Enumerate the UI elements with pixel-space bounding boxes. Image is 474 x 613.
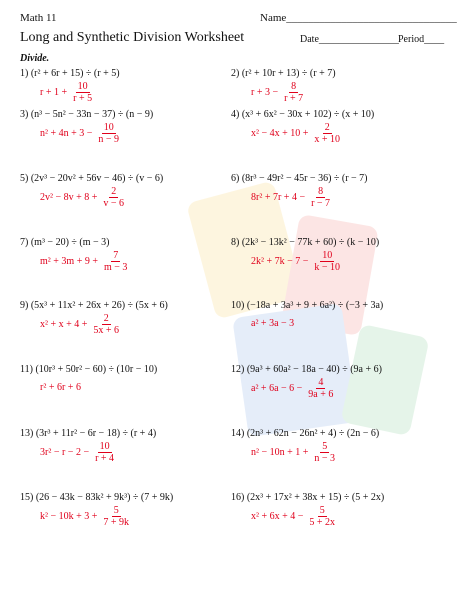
problem-item — [20, 364, 240, 420]
problem-answer — [40, 313, 121, 336]
fraction-denominator: 7 + 9k — [103, 517, 130, 528]
problem-answer — [40, 122, 121, 145]
fraction-denominator: 9a + 6 — [308, 389, 334, 400]
answer-quotient: r + 1 + — [40, 87, 68, 98]
fraction-numerator: 10 — [99, 441, 110, 452]
fraction-numerator: 2 — [111, 186, 117, 197]
fraction-numerator: 7 — [113, 250, 119, 261]
answer-remainder-fraction — [101, 505, 131, 528]
answer-remainder-fraction — [282, 81, 305, 104]
answer-quotient: n² − 10n + 1 + — [251, 447, 309, 458]
answer-remainder-fraction — [312, 122, 342, 145]
problem-question: 4) (x³ + 6x² − 30x + 102) ÷ (x + 10) — [231, 109, 375, 120]
problem-question: 2) (r² + 10r + 13) ÷ (r + 7) — [231, 68, 336, 79]
problem-answer — [251, 122, 342, 145]
fraction-numerator: 2 — [324, 122, 330, 133]
problem-question: 10) (−18a + 3a³ + 9 + 6a²) ÷ (−3 + 3a) — [231, 300, 384, 311]
problem-item — [20, 428, 240, 484]
fraction-denominator: 5x + 6 — [93, 325, 120, 336]
problem-item — [231, 109, 451, 165]
fraction-denominator: r + 7 — [284, 93, 304, 104]
answer-quotient: n² + 4n + 3 − — [40, 128, 93, 139]
problem-question: 8) (2k³ − 13k² − 77k + 60) ÷ (k − 10) — [231, 237, 380, 248]
problem-answer — [40, 186, 126, 209]
answer-remainder-fraction — [101, 186, 126, 209]
fraction-numerator: 5 — [113, 505, 119, 516]
fraction-numerator: 10 — [77, 81, 88, 92]
answer-quotient: 3r² − r − 2 − — [40, 447, 90, 458]
fraction-denominator: r + 4 — [95, 453, 115, 464]
fraction-denominator: r + 5 — [73, 93, 93, 104]
answer-quotient: 2k² + 7k − 7 − — [251, 256, 309, 267]
fraction-numerator: 5 — [322, 441, 328, 452]
problem-question: 15) (26 − 43k − 83k² + 9k³) ÷ (7 + 9k) — [20, 492, 174, 503]
problem-answer — [40, 250, 129, 273]
problem-item — [231, 364, 451, 420]
problem-question: 9) (5x³ + 11x² + 26x + 26) ÷ (5x + 6) — [20, 300, 168, 311]
problem-item — [231, 173, 451, 229]
problem-item — [231, 237, 451, 293]
answer-remainder-fraction — [307, 505, 337, 528]
fraction-numerator: 4 — [318, 377, 324, 388]
instruction-text: Divide. — [20, 53, 50, 64]
fraction-numerator: 5 — [319, 505, 325, 516]
problem-answer — [251, 318, 294, 329]
problem-answer — [251, 441, 337, 464]
fraction-numerator: 2 — [103, 313, 109, 324]
problem-question: 7) (m³ − 20) ÷ (m − 3) — [20, 237, 110, 248]
problem-question: 11) (10r³ + 50r² − 60) ÷ (10r − 10) — [20, 364, 158, 375]
fraction-denominator: 5 + 2x — [309, 517, 336, 528]
problem-answer — [251, 186, 332, 209]
answer-quotient: a² + 3a − 3 — [251, 318, 295, 329]
problem-question: 3) (n³ − 5n² − 33n − 37) ÷ (n − 9) — [20, 109, 154, 120]
answer-remainder-fraction — [312, 441, 337, 464]
problem-question: 12) (9a³ + 60a² − 18a − 40) ÷ (9a + 6) — [231, 364, 382, 375]
answer-quotient: x² + x + 4 + — [40, 319, 88, 330]
period-field-label: Period____ — [398, 34, 445, 45]
problem-answer — [40, 382, 81, 393]
problem-answer — [40, 441, 116, 464]
fraction-denominator: r − 7 — [311, 198, 331, 209]
page-title: Long and Synthetic Division Worksheet — [20, 30, 245, 45]
answer-quotient: x² − 4x + 10 + — [251, 128, 309, 139]
fraction-denominator: x + 10 — [314, 134, 341, 145]
answer-quotient: k² − 10k + 3 + — [40, 511, 98, 522]
fraction-numerator: 8 — [318, 186, 324, 197]
answer-quotient: m² + 3m + 9 + — [40, 256, 98, 267]
problem-item — [20, 173, 240, 229]
problem-item — [231, 492, 451, 548]
course-label: Math 11 — [20, 12, 57, 24]
answer-quotient: r² + 6r + 6 — [40, 382, 81, 393]
problem-answer — [251, 377, 335, 400]
problem-question: 13) (3r³ + 11r² − 6r − 18) ÷ (r + 4) — [20, 428, 157, 439]
problem-item — [231, 428, 451, 484]
answer-quotient: x² + 6x + 4 − — [251, 511, 304, 522]
problem-question: 16) (2x³ + 17x² + 38x + 15) ÷ (5 + 2x) — [231, 492, 385, 503]
problem-question: 1) (r² + 6r + 15) ÷ (r + 5) — [20, 68, 120, 79]
problem-item — [20, 300, 240, 356]
name-field-label: Name_______________________________ — [260, 12, 457, 24]
problem-question: 14) (2n³ + 62n − 26n² + 4) ÷ (2n − 6) — [231, 428, 380, 439]
date-field-label: Date________________ — [300, 34, 399, 45]
answer-remainder-fraction — [102, 250, 129, 273]
problem-item — [20, 109, 240, 165]
problem-item — [231, 300, 451, 356]
answer-remainder-fraction — [91, 313, 121, 336]
problem-question: 6) (8r³ − 49r² − 45r − 36) ÷ (r − 7) — [231, 173, 368, 184]
answer-remainder-fraction — [312, 250, 342, 273]
fraction-denominator: n − 3 — [314, 453, 336, 464]
fraction-denominator: m − 3 — [103, 262, 128, 273]
answer-remainder-fraction — [306, 377, 335, 400]
fraction-numerator: 10 — [322, 250, 333, 261]
problem-item — [20, 237, 240, 293]
problem-answer — [40, 505, 131, 528]
problem-answer — [251, 505, 337, 528]
fraction-denominator: n − 9 — [98, 134, 120, 145]
answer-remainder-fraction — [309, 186, 332, 209]
answer-remainder-fraction — [71, 81, 94, 104]
problem-answer — [40, 81, 94, 104]
answer-quotient: a² + 6a − 6 − — [251, 383, 303, 394]
problem-answer — [251, 250, 342, 273]
problem-question: 5) (2v³ − 20v² + 56v − 46) ÷ (v − 6) — [20, 173, 164, 184]
fraction-denominator: k − 10 — [314, 262, 341, 273]
problem-answer — [251, 81, 305, 104]
answer-quotient: r + 3 − — [251, 87, 279, 98]
answer-quotient: 8r² + 7r + 4 − — [251, 192, 306, 203]
answer-remainder-fraction — [96, 122, 121, 145]
fraction-numerator: 10 — [103, 122, 114, 133]
problem-item — [20, 492, 240, 548]
answer-remainder-fraction — [93, 441, 116, 464]
answer-quotient: 2v² − 8v + 8 + — [40, 192, 98, 203]
fraction-numerator: 8 — [291, 81, 297, 92]
fraction-denominator: v − 6 — [103, 198, 125, 209]
